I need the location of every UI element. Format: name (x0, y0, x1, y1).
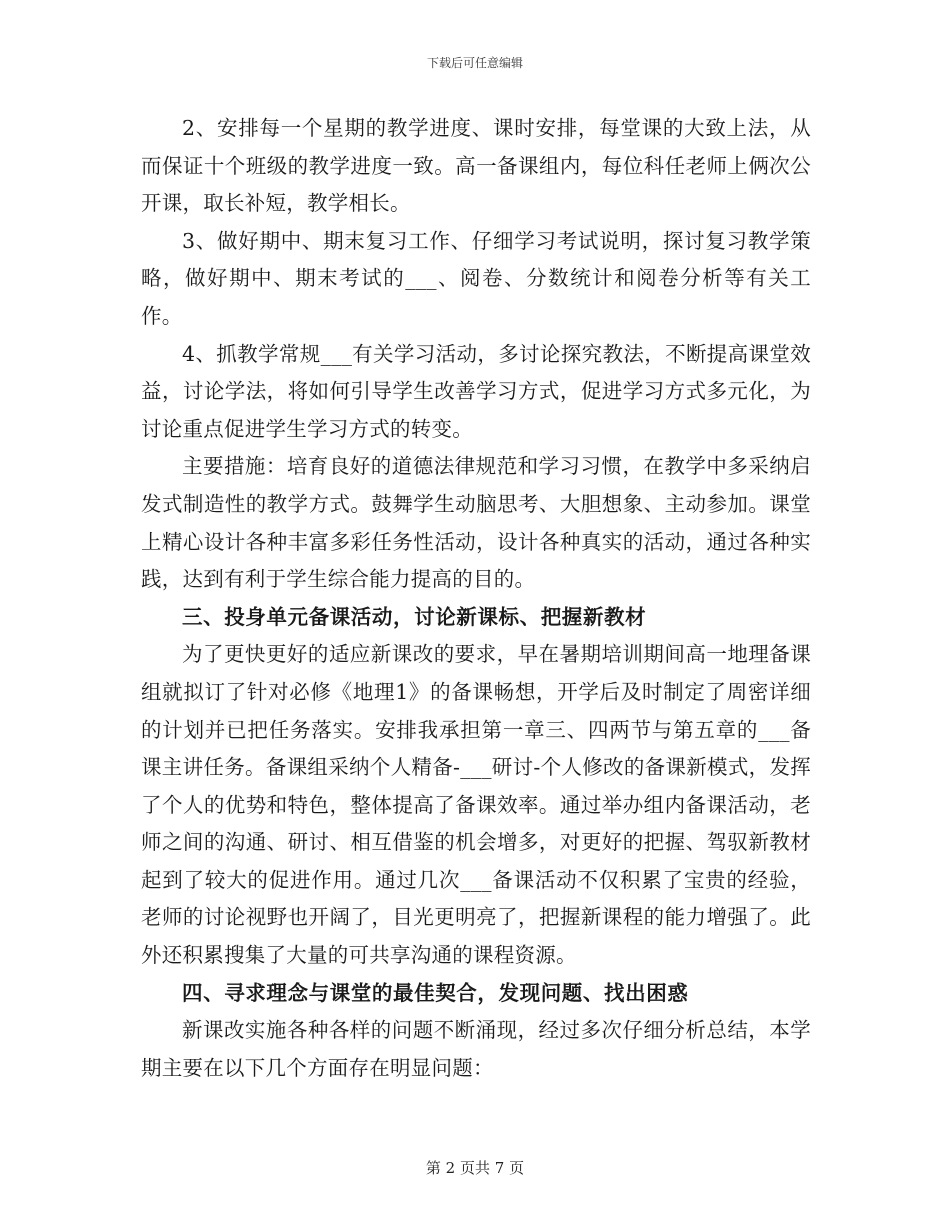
section-heading-3: 三、投身单元备课活动，讨论新课标、把握新教材 (182, 604, 647, 629)
paragraph-section-3: 为了更快更好的适应新课改的要求，早在暑期培训期间高一地理备课组就拟订了针对必修《地理1》的备课畅想，开学后及时制定了周密详细的计划并已把任务落实。安排我承担第一章三、四两节与第五章的___备课主讲任务。备课组采纳个人精备-___研讨-个人修改的备课新模式，发挥了个人的优势和特色，整体提高了备课效率。通过举办组内备课活动，老师之间的沟通、研讨、相互借鉴的机会增多，对更好的把握、驾驭新教材起到了较大的促进作用。通过几次___备课活动不仅积累了宝贵的经验，老师的讨论视野也开阔了，目光更明亮了，把握新课程的能力增强了。此外还积累搜集了大量的可共享沟通的课程资源。 (141, 642, 811, 968)
page-header-note: 下载后可任意编辑 (426, 56, 523, 70)
paragraph-item-3: 3、做好期中、期末复习工作、仔细学习考试说明，探讨复习教学策略，做好期中、期末考试的___、阅卷、分数统计和阅卷分析等有关工作。 (141, 228, 811, 328)
paragraph-main-measures: 主要措施：培育良好的道德法律规范和学习习惯，在教学中多采纳启发式制造性的教学方式。鼓舞学生动脑思考、大胆想象、主动参加。课堂上精心设计各种丰富多彩任务性活动，设计各种真实的活动，通过各种实践，达到有利于学生综合能力提高的目的。 (141, 454, 811, 592)
paragraph-item-2: 2、安排每一个星期的教学进度、课时安排，每堂课的大致上法，从而保证十个班级的教学进度一致。高一备课组内，每位科任老师上俩次公开课，取长补短，教学相长。 (141, 116, 811, 216)
paragraph-section-4: 新课改实施各种各样的问题不断涌现，经过多次仔细分析总结，本学期主要在以下几个方面存在明显问题： (141, 1018, 811, 1080)
section-heading-4: 四、寻求理念与课堂的最佳契合，发现问题、找出困惑 (182, 980, 689, 1005)
page-footer-number: 第 2 页共 7 页 (425, 1159, 525, 1177)
document-body (141, 110, 811, 1087)
paragraph-item-4: 4、抓教学常规___有关学习活动，多讨论探究教法，不断提高课堂效益，讨论学法，将如何引导学生改善学习方式，促进学习方式多元化，为讨论重点促进学生学习方式的转变。 (141, 341, 811, 441)
